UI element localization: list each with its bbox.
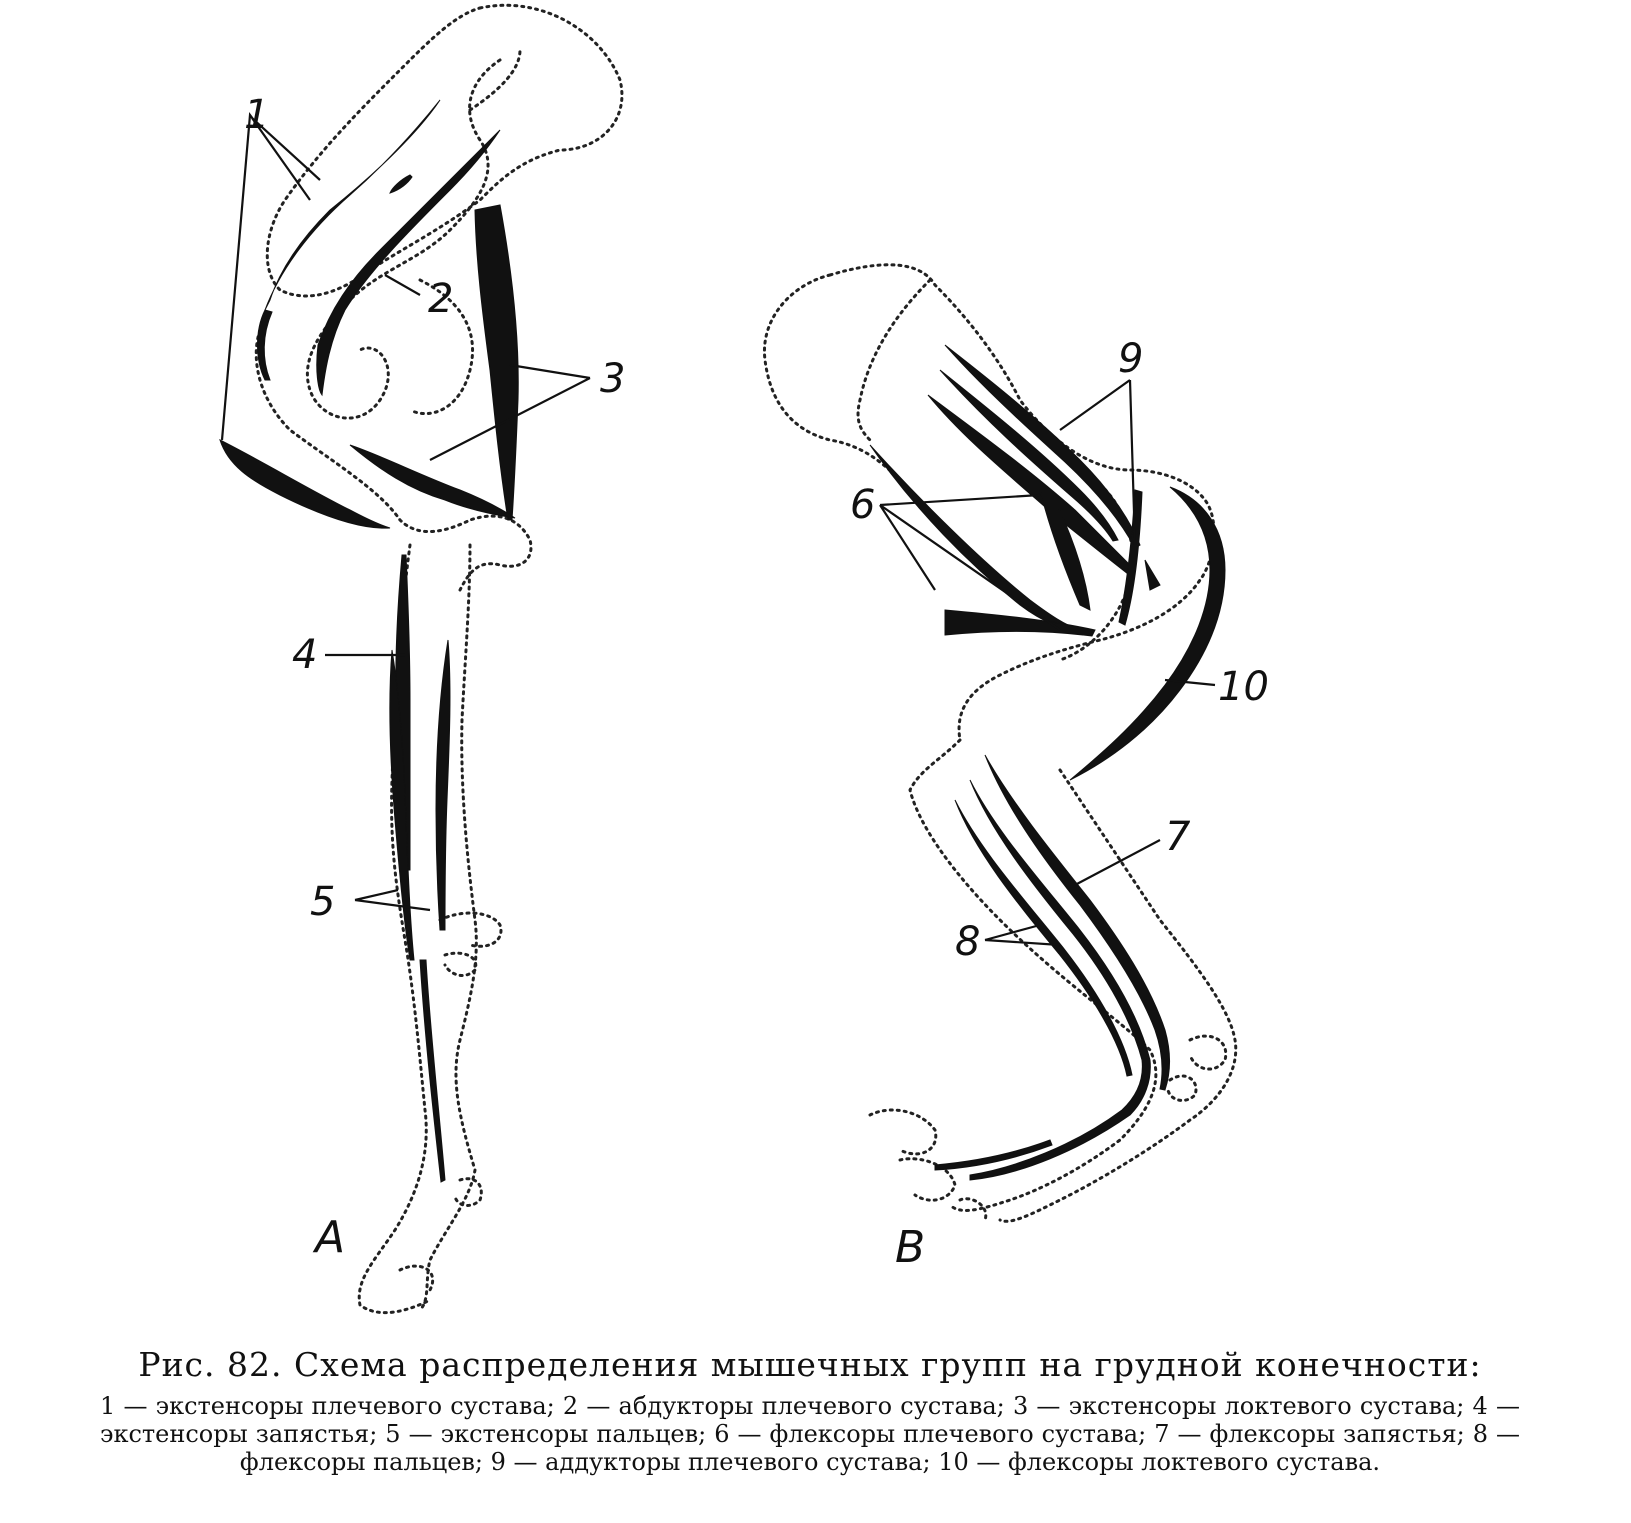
limb-a-forearm-outline (359, 545, 476, 1313)
label-b-6: 6 (850, 482, 876, 528)
muscle-a-3-long (475, 205, 518, 520)
muscle-a-5-tendon (420, 960, 445, 1182)
panel-label-a: A (315, 1212, 346, 1263)
muscle-a-1-lower (258, 310, 273, 380)
limb-b-scapula-outline (764, 265, 1214, 740)
limb-a (220, 5, 625, 1312)
muscle-a-1-upper (265, 100, 440, 310)
leader-a-2 (385, 275, 420, 295)
limb-a-scapula-outline (267, 5, 622, 296)
label-a-2: 2 (428, 276, 454, 322)
limb-a-carpus-outline (400, 913, 501, 1290)
caption-legend: 1 — экстенсоры плечевого сустава; 2 — абдукторы плечевого сустава; 3 — экстенсоры локтевого сустава; 4 — экстенсоры запястья; 5 — экстенсоры пальцев; 6 — флексоры плечевого сустава; 7 — флексоры запястья; 8 — флексоры пальцев; 9 — аддукторы плечевого сустава; 10 — флексоры локтевого сустава. (100, 1392, 1520, 1476)
limb-b-carpus-outline (870, 1036, 1226, 1220)
label-b-10: 10 (1218, 664, 1269, 710)
leader-a-5 (355, 890, 430, 910)
label-a-5: 5 (310, 879, 336, 925)
label-a-4: 4 (292, 632, 318, 678)
muscle-b-8-c (935, 1140, 1052, 1170)
muscle-a-2-small (390, 175, 412, 193)
label-b-7: 7 (1165, 814, 1191, 860)
muscle-b-6-tip (1145, 560, 1160, 590)
panel-label-b: В (895, 1222, 926, 1273)
muscle-a-3-short (350, 445, 515, 518)
label-a-3: 3 (600, 356, 626, 402)
label-a-1: 1 (244, 92, 270, 138)
caption-title: Рис. 82. Схема распределения мышечных групп на грудной конечности: (138, 1345, 1482, 1384)
label-b-8: 8 (955, 919, 981, 965)
muscle-a-5 (436, 640, 450, 930)
muscle-b-8-a (970, 780, 1150, 1180)
leader-b-7 (1075, 840, 1160, 885)
label-b-9: 9 (1118, 336, 1144, 382)
limb-b (764, 265, 1268, 1273)
muscle-b-9-a (945, 345, 1140, 548)
limb-b-humerus-outline (858, 280, 1133, 660)
figure-caption (60, 1345, 1560, 1476)
muscle-b-6-c (945, 610, 1095, 636)
muscle-b-9-c (940, 370, 1118, 541)
